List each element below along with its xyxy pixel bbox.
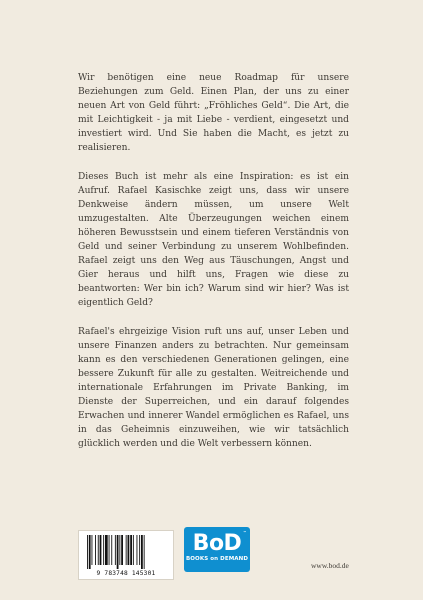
bod-tagline: BOOKS on DEMAND — [185, 556, 248, 562]
isbn-number: 9 783748 145301 — [96, 570, 156, 577]
isbn-barcode — [78, 530, 174, 580]
blurb-text — [78, 71, 349, 465]
trademark-symbol: ™ — [243, 530, 247, 535]
blurb-paragraph-1: Wir benötigen eine neue Roadmap für unsere Beziehungen zum Geld. Einen Plan, der uns zu einer neuen Art von Geld führt: „Fröhliches Geld“. Die Art, die mit Leichtigkeit - ja mit Liebe - verdient, eingesetzt und investiert wird. Und Sie haben die Macht, es jetzt zu realisieren. — [78, 73, 349, 154]
blurb-paragraph-3: Rafael's ehrgeizige Vision ruft uns auf, unser Leben und unsere Finanzen anders zu betrachten. Nur gemeinsam kann es den verschiedenen Generationen gelingen, eine bessere Zukunft für alle zu gestalten. Weitreichende und internationale Erfahrungen im Private Banking, im Dienste der Superreichen, und ein darauf folgendes Erwachen und innerer Wandel ermöglichen es Rafael, uns in das Geheimnis einzuweihen, wie wir tatsächlich glücklich werden und die Welt verbessern können. — [78, 326, 349, 450]
barcode-bars — [87, 535, 165, 569]
bod-wordmark: BoD — [192, 531, 242, 556]
publisher-website: www.bod.de — [311, 561, 349, 570]
blurb-paragraph-2: Dieses Buch ist mehr als eine Inspiration: es ist ein Aufruf. Rafael Kasischke zeigt uns, dass wir unsere Denkweise ändern müssen, um unsere Welt umzugestalten. Alte Überzeugungen weichen einem höheren Bewusstsein und einem tieferen Verständnis von Geld und seiner Verbindung zu unserem Wohlbefinden. Rafael zeigt uns den Weg aus Täuschungen, Angst und Gier heraus und hilft uns, Fragen wie diese zu beantworten: Wer bin ich? Warum sind wir hier? Was ist eigentlich Geld? — [78, 171, 349, 309]
bod-logo — [184, 527, 250, 572]
